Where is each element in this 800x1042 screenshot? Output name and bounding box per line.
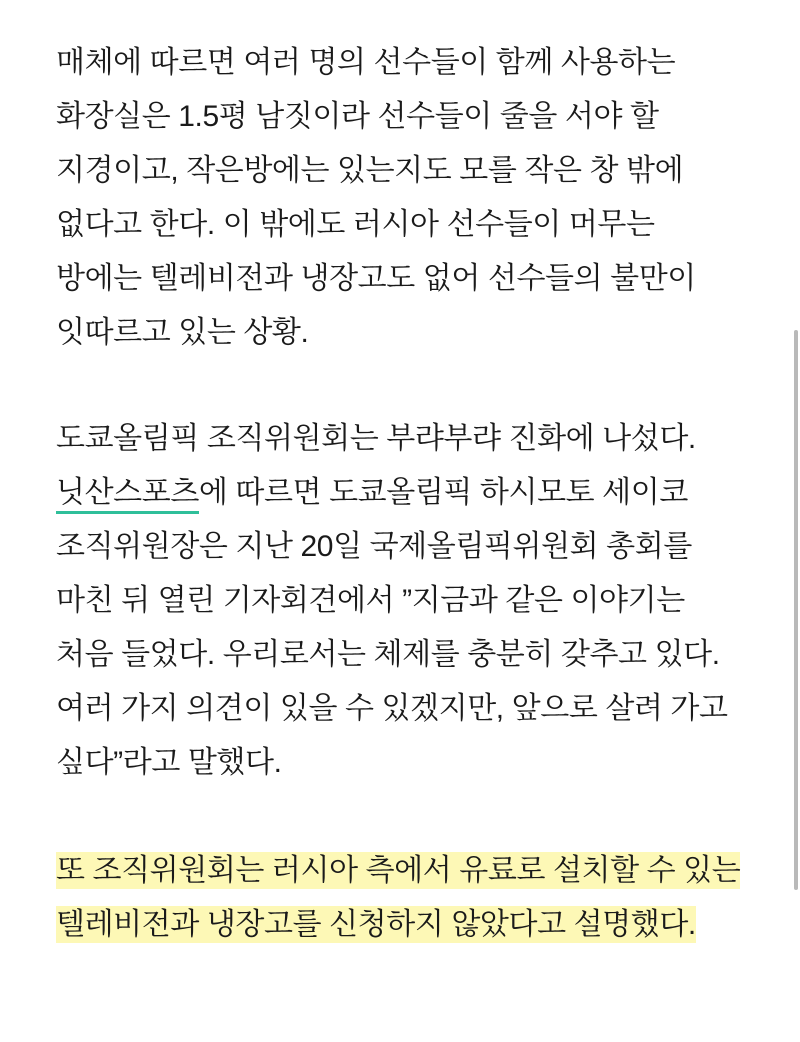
- paragraph-2-rest: 에 따르면 도쿄올림픽 하시모토 세이코 조직위원장은 지난 20일 국제올림픽위원회 총회를 마친 뒤 열린 기자회견에서 ”지금과 같은 이야기는 처음 들었다. 우리로서는 체제를 충분히 갖추고 있다. 여러 가지 의견이 있을 수 있겠지만, 앞으로 살려 가고 싶다”라고 말했다.: [56, 476, 728, 779]
- vertical-scrollbar-track[interactable]: [794, 0, 800, 1042]
- vertical-scrollbar-thumb[interactable]: [794, 330, 798, 890]
- highlighted-text: 또 조직위원회는 러시아 측에서 유료로 설치할 수 있는 텔레비전과 냉장고를 신청하지 않았다고 설명했다.: [56, 854, 741, 941]
- paragraph-3: [56, 844, 744, 952]
- paragraph-1: 매체에 따르면 여러 명의 선수들이 함께 사용하는 화장실은 1.5평 남짓이라 선수들이 줄을 서야 할 지경이고, 작은방에는 있는지도 모를 작은 창 밖에 없다고 한다. 이 밖에도 러시아 선수들이 머무는 방에는 텔레비전과 냉장고도 없어 선수들의 불만이 잇따르고 있는 상황.: [56, 46, 696, 349]
- source-link-nissan-sports[interactable]: 닛산스포츠: [56, 476, 199, 514]
- paragraph-2: [56, 412, 744, 790]
- paragraph-2-lead: 도쿄올림픽 조직위원회는 부랴부랴 진화에 나섰다.: [56, 422, 696, 455]
